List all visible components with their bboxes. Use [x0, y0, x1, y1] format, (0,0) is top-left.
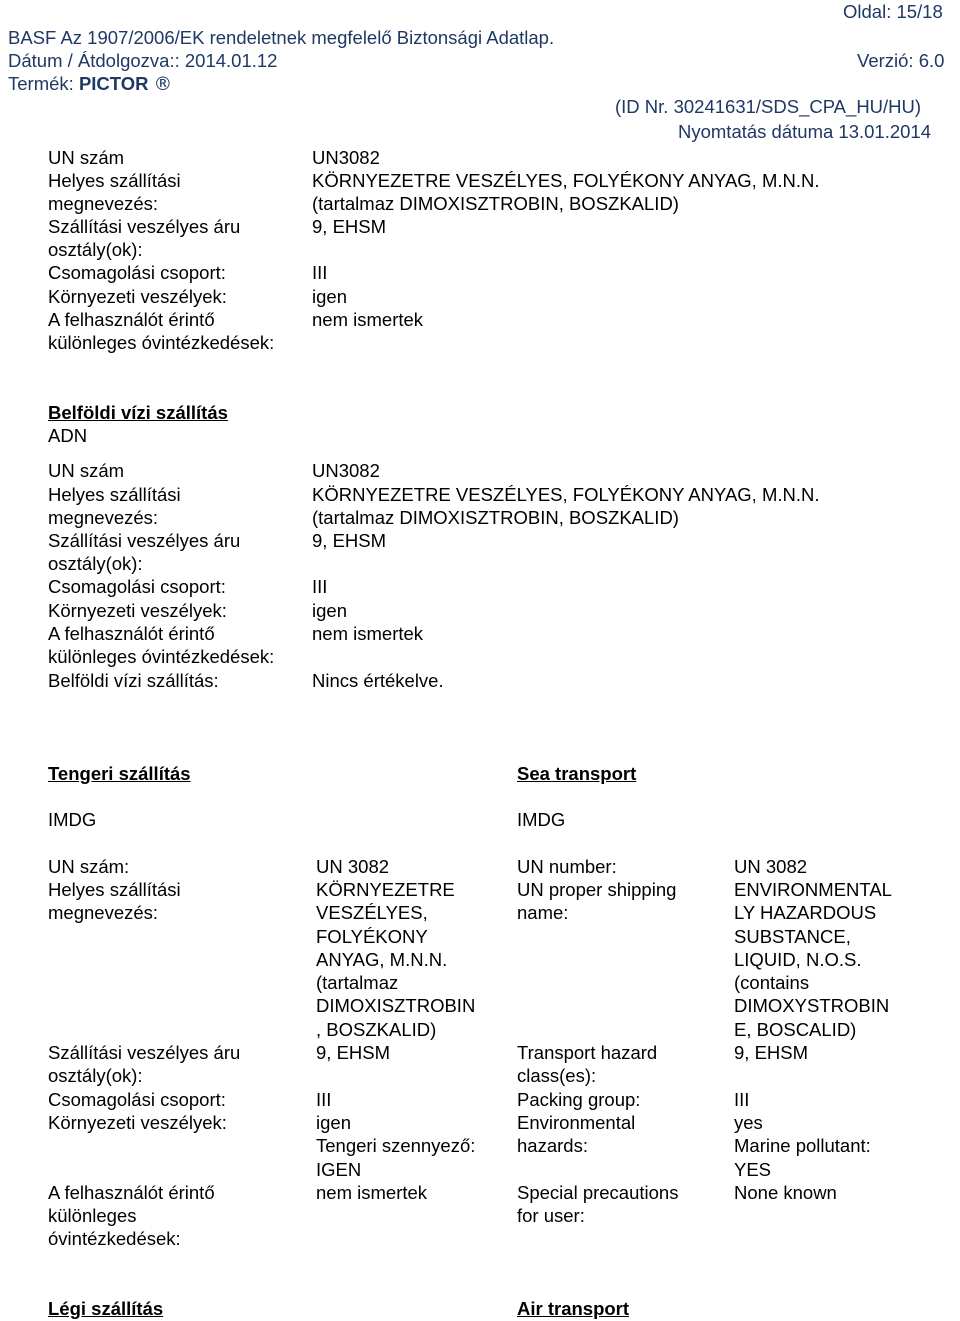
precautions-value: nem ismertek: [316, 1182, 428, 1203]
hazard-class-label: osztály(ok):: [48, 553, 143, 574]
un-number-value: UN3082: [312, 147, 380, 168]
product-line: [8, 72, 172, 96]
un-number-label: UN szám: [48, 460, 125, 481]
shipping-name-value: DIMOXYSTROBIN: [734, 995, 890, 1016]
environmental-hazards-label: Environmental: [517, 1112, 636, 1133]
section-heading-air-hu: Légi szállítás: [48, 1298, 164, 1319]
precautions-label: for user:: [517, 1205, 585, 1226]
shipping-name-value: ANYAG, M.N.N.: [316, 949, 448, 970]
shipping-name-value: (tartalmaz: [316, 972, 399, 993]
shipping-name-value: LY HAZARDOUS: [734, 902, 877, 923]
precautions-label: különleges óvintézkedések:: [48, 646, 275, 667]
environmental-hazards-label: Környezeti veszélyek:: [48, 1112, 227, 1133]
section-heading-sea-hu: Tengeri szállítás: [48, 763, 191, 784]
shipping-name-label: Helyes szállítási: [48, 879, 181, 900]
hazard-class-label: Szállítási veszélyes áru: [48, 216, 241, 237]
product-prefix: Termék:: [8, 73, 79, 94]
marine-pollutant-text: IGEN: [316, 1159, 362, 1180]
hazard-class-value: 9, EHSM: [734, 1042, 809, 1063]
un-number-label: UN number:: [517, 856, 617, 877]
packing-group-value: III: [312, 262, 328, 283]
precautions-value: nem ismertek: [312, 309, 424, 330]
packing-group-value: III: [734, 1089, 750, 1110]
precautions-value: None known: [734, 1182, 837, 1203]
inland-transport-label: Belföldi vízi szállítás:: [48, 670, 219, 691]
precautions-label: A felhasználót érintő: [48, 1182, 215, 1203]
shipping-name-label: megnevezés:: [48, 507, 159, 528]
un-number-label: UN szám: [48, 147, 125, 168]
shipping-name-value: KÖRNYEZETRE VESZÉLYES, FOLYÉKONY ANYAG, M.N.N.: [312, 484, 820, 505]
environmental-hazards-label: Környezeti veszélyek:: [48, 286, 227, 307]
shipping-name-value: KÖRNYEZETRE VESZÉLYES, FOLYÉKONY ANYAG, M.N.N.: [312, 170, 820, 191]
shipping-name-value: VESZÉLYES,: [316, 902, 428, 923]
page-number: Oldal: 15/18: [843, 1, 943, 22]
hazard-class-label: Transport hazard: [517, 1042, 658, 1063]
packing-group-value: III: [316, 1089, 332, 1110]
product-name: PICTOR: [78, 73, 149, 94]
shipping-name-value: (tartalmaz DIMOXISZTROBIN, BOSZKALID): [312, 507, 679, 528]
packing-group-label: Csomagolási csoport:: [48, 576, 226, 597]
section-heading-inland: Belföldi vízi szállítás: [48, 402, 228, 423]
section-heading-air-en: Air transport: [517, 1298, 630, 1319]
environmental-hazards-value: yes: [734, 1112, 763, 1133]
hazard-class-label: Szállítási veszélyes áru: [48, 1042, 241, 1063]
revision-date: Dátum / Átdolgozva:: 2014.01.12: [8, 50, 278, 71]
version: Verzió: 6.0: [857, 50, 945, 71]
hazard-class-label: class(es):: [517, 1065, 597, 1086]
shipping-name-value: SUBSTANCE,: [734, 926, 851, 947]
precautions-label: különleges óvintézkedések:: [48, 332, 275, 353]
precautions-label: A felhasználót érintő: [48, 309, 215, 330]
un-number-value: UN3082: [312, 460, 380, 481]
inland-transport-value: Nincs értékelve.: [312, 670, 444, 691]
shipping-name-label: megnevezés:: [48, 193, 159, 214]
shipping-name-value: KÖRNYEZETRE: [316, 879, 455, 900]
packing-group-label: Csomagolási csoport:: [48, 1089, 226, 1110]
environmental-hazards-label: Környezeti veszélyek:: [48, 600, 227, 621]
precautions-label: A felhasználót érintő: [48, 623, 215, 644]
shipping-name-value: , BOSZKALID): [316, 1019, 437, 1040]
shipping-name-label: Helyes szállítási: [48, 170, 181, 191]
precautions-label: óvintézkedések:: [48, 1228, 181, 1249]
shipping-name-value: DIMOXISZTROBIN: [316, 995, 476, 1016]
shipping-name-label: megnevezés:: [48, 902, 159, 923]
shipping-name-value: LIQUID, N.O.S.: [734, 949, 862, 970]
environmental-hazards-value: igen: [312, 286, 347, 307]
regulation-imdg: IMDG: [48, 809, 97, 830]
shipping-name-value: (contains: [734, 972, 810, 993]
packing-group-value: III: [312, 576, 328, 597]
shipping-name-label: Helyes szállítási: [48, 484, 181, 505]
regulation-adn: ADN: [48, 425, 88, 446]
section-heading-sea-en: Sea transport: [517, 763, 637, 784]
marine-pollutant-text: YES: [734, 1159, 772, 1180]
precautions-label: Special precautions: [517, 1182, 679, 1203]
document-title: BASF Az 1907/2006/EK rendeletnek megfelelő Biztonsági Adatlap.: [8, 27, 555, 48]
un-number-label: UN szám:: [48, 856, 130, 877]
shipping-name-value: FOLYÉKONY: [316, 926, 428, 947]
packing-group-label: Packing group:: [517, 1089, 641, 1110]
regulation-imdg: IMDG: [517, 809, 566, 830]
hazard-class-label: osztály(ok):: [48, 1065, 143, 1086]
shipping-name-label: name:: [517, 902, 569, 923]
hazard-class-value: 9, EHSM: [312, 530, 387, 551]
shipping-name-value: E, BOSCALID): [734, 1019, 857, 1040]
un-number-value: UN 3082: [316, 856, 390, 877]
marine-pollutant-text: Tengeri szennyező:: [316, 1135, 476, 1156]
shipping-name-value: ENVIRONMENTAL: [734, 879, 892, 900]
shipping-name-label: UN proper shipping: [517, 879, 677, 900]
precautions-label: különleges: [48, 1205, 137, 1226]
hazard-class-label: osztály(ok):: [48, 239, 143, 260]
environmental-hazards-value: igen: [316, 1112, 351, 1133]
environmental-hazards-value: igen: [312, 600, 347, 621]
hazard-class-label: Szállítási veszélyes áru: [48, 530, 241, 551]
hazard-class-value: 9, EHSM: [312, 216, 387, 237]
registered-mark: ®: [153, 74, 173, 95]
marine-pollutant-text: Marine pollutant:: [734, 1135, 871, 1156]
print-date: Nyomtatás dátuma 13.01.2014: [678, 121, 931, 142]
packing-group-label: Csomagolási csoport:: [48, 262, 226, 283]
un-number-value: UN 3082: [734, 856, 808, 877]
precautions-value: nem ismertek: [312, 623, 424, 644]
environmental-hazards-label: hazards:: [517, 1135, 588, 1156]
document-id: (ID Nr. 30241631/SDS_CPA_HU/HU): [615, 96, 922, 117]
shipping-name-value: (tartalmaz DIMOXISZTROBIN, BOSZKALID): [312, 193, 679, 214]
hazard-class-value: 9, EHSM: [316, 1042, 391, 1063]
